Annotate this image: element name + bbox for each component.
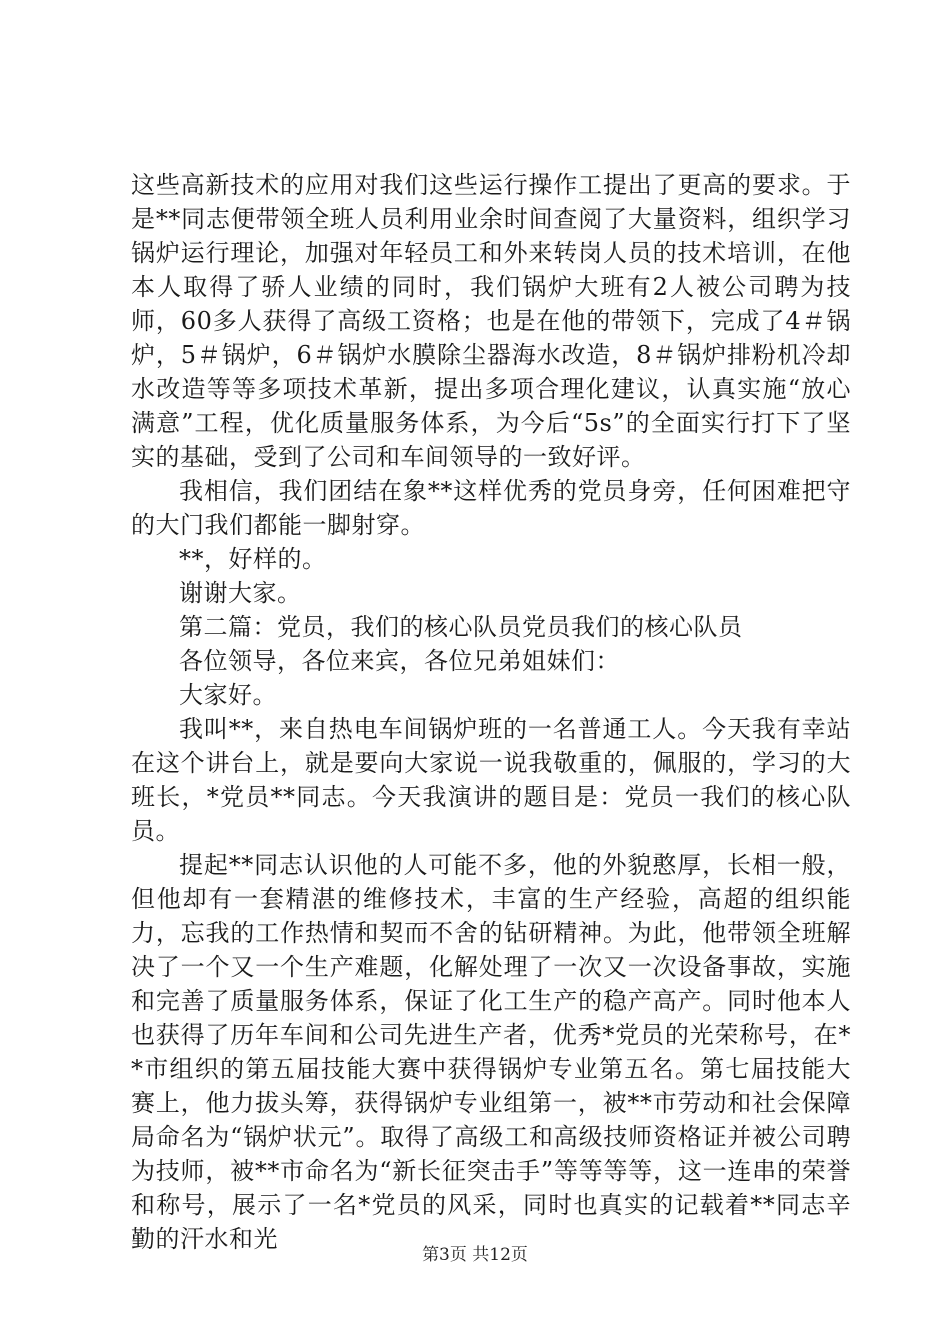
paragraph: 谢谢大家。 (179, 579, 302, 607)
paragraph: 提起**同志认识他的人可能不多，他的外貌憨厚，长相一般，但他却有一套精湛的维修技术，丰富的生产经验，高超的组织能力，忘我的工作热情和契而不舍的钻研精神。为此，他带领全班解决了一个又一个生产难题，化解处理了一次又一次设备事故，实施和完善了质量服务体系，保证了化工生产的稳产高产。同时他本人也获得了历年车间和公司先进生产者，优秀*党员的光荣称号，在**市组织的第五届技能大赛中获得锅炉专业第五名。第七届技能大赛上，他力拔头筹，获得锅炉专业组第一，被**市劳动和社会保障局命名为“锅炉状元”。取得了高级工和高级技师资格证并被公司聘为技师，被**市命名为“新长征突击手”等等等等，这一连串的荣誉和称号，展示了一名*党员的风采，同时也真实的记载着**同志辛勤的汗水和光 (131, 851, 851, 1253)
greeting: 大家好。 (179, 681, 277, 709)
paragraph: 这些高新技术的应用对我们这些运行操作工提出了更高的要求。于是**同志便带领全班人员利用业余时间查阅了大量资料，组织学习锅炉运行理论，加强对年轻员工和外来转岗人员的技术培训，在他本人取得了骄人业绩的同时，我们锅炉大班有2人被公司聘为技师，60多人获得了高级工资格；也是在他的带领下，完成了4＃锅炉，5＃锅炉，6＃锅炉水膜除尘器海水改造，8＃锅炉排粉机冷却水改造等等多项技术革新，提出多项合理化建议，认真实施“放心满意”工程，优化质量服务体系，为今后“5s”的全面实行打下了坚实的基础，受到了公司和车间领导的一致好评。 (131, 171, 851, 471)
paragraph: 我叫**，来自热电车间锅炉班的一名普通工人。今天我有幸站在这个讲台上，就是要向大家说一说我敬重的，佩服的，学习的大班长，*党员**同志。今天我演讲的题目是：党员一我们的核心队员。 (131, 715, 851, 845)
document-body (131, 168, 851, 1256)
section-heading: 第二篇：党员，我们的核心队员党员我们的核心队员 (179, 613, 743, 641)
paragraph: **，好样的。 (179, 545, 327, 573)
paragraph: 我相信，我们团结在象**这样优秀的党员身旁，任何困难把守的大门我们都能一脚射穿。 (131, 477, 851, 539)
page-number-footer: 第3页 共12页 (422, 1245, 528, 1265)
salutation: 各位领导，各位来宾，各位兄弟姐妹们： (179, 647, 620, 675)
